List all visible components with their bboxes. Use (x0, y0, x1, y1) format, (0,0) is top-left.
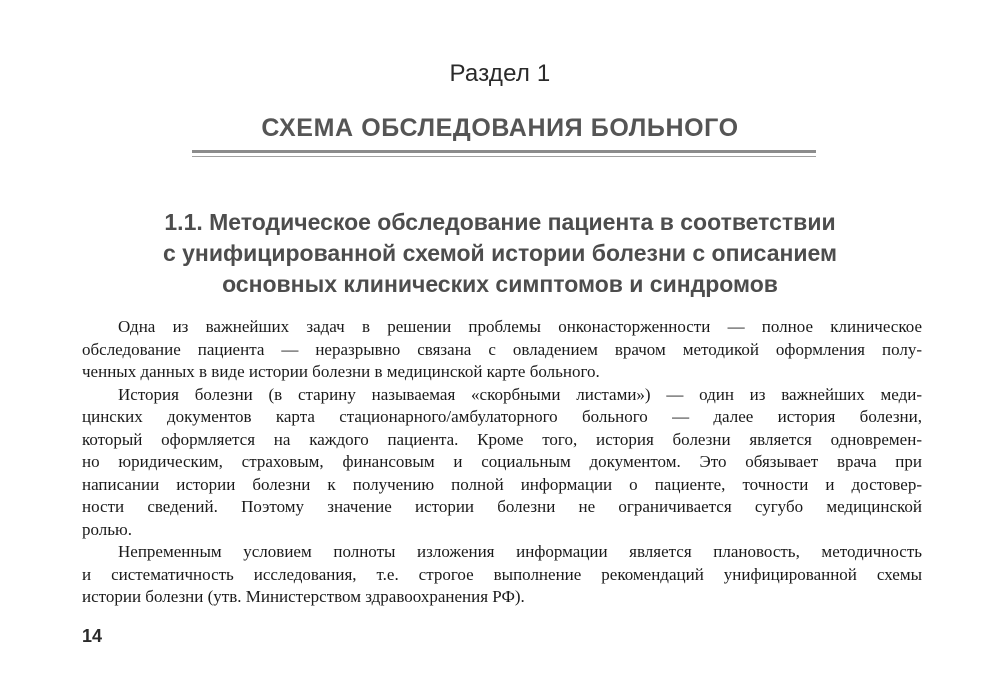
paragraph-2 (82, 384, 922, 542)
subsection-title-line: с унифицированной схемой истории болезни с описанием (162, 240, 838, 266)
body-text (82, 316, 922, 609)
text-line: но юридическим, страховым, финансовым и социальным документом. Это обязывает врача при (82, 452, 922, 471)
text-line: истории болезни (утв. Министерством здравоохранения РФ). (82, 587, 525, 606)
text-line: цинских документов карта стационарного/амбулаторного больного — далее история болезни, (82, 407, 922, 426)
text-line: и систематичность исследования, т.е. строгое выполнение рекомендаций унифицированной схемы (82, 564, 922, 584)
paragraph-3 (82, 541, 922, 609)
text-line: ченных данных в виде истории болезни в медицинской карте больного. (82, 362, 600, 381)
text-line: написании истории болезни к получению полной информации о пациенте, точности и достовер- (82, 474, 922, 494)
chapter-title: СХЕМА ОБСЛЕДОВАНИЯ БОЛЬНОГО (261, 114, 739, 142)
section-label: Раздел 1 (449, 60, 551, 87)
text-line: который оформляется на каждого пациента. Кроме того, история болезни является одновремен- (82, 429, 922, 449)
chapter-title-rule-thick (192, 150, 816, 153)
subsection-title (60, 207, 940, 300)
subsection-title-line: 1.1. Методическое обследование пациента в соответствии (164, 209, 836, 235)
text-line: ролью. (82, 519, 132, 539)
page-number: 14 (82, 626, 103, 646)
text-line: обследование пациента — неразрывно связана с овладением врачом методикой оформления полу- (82, 339, 922, 359)
subsection-title-line: основных клинических симптомов и синдромов (222, 271, 778, 297)
text-line: История болезни (в старину называемая «скорбными листами») — один из важнейших меди- (118, 384, 922, 404)
text-line: Одна из важнейших задач в решении проблемы онконасторженности — полное клиническое (118, 317, 922, 336)
text-line: ности сведений. Поэтому значение истории болезни не ограничивается сугубо медицинской (82, 497, 922, 516)
chapter-title-rule-thin (192, 156, 816, 157)
text-line: Непременным условием полноты изложения информации является плановость, методичность (118, 542, 922, 561)
paragraph-1 (82, 316, 922, 384)
